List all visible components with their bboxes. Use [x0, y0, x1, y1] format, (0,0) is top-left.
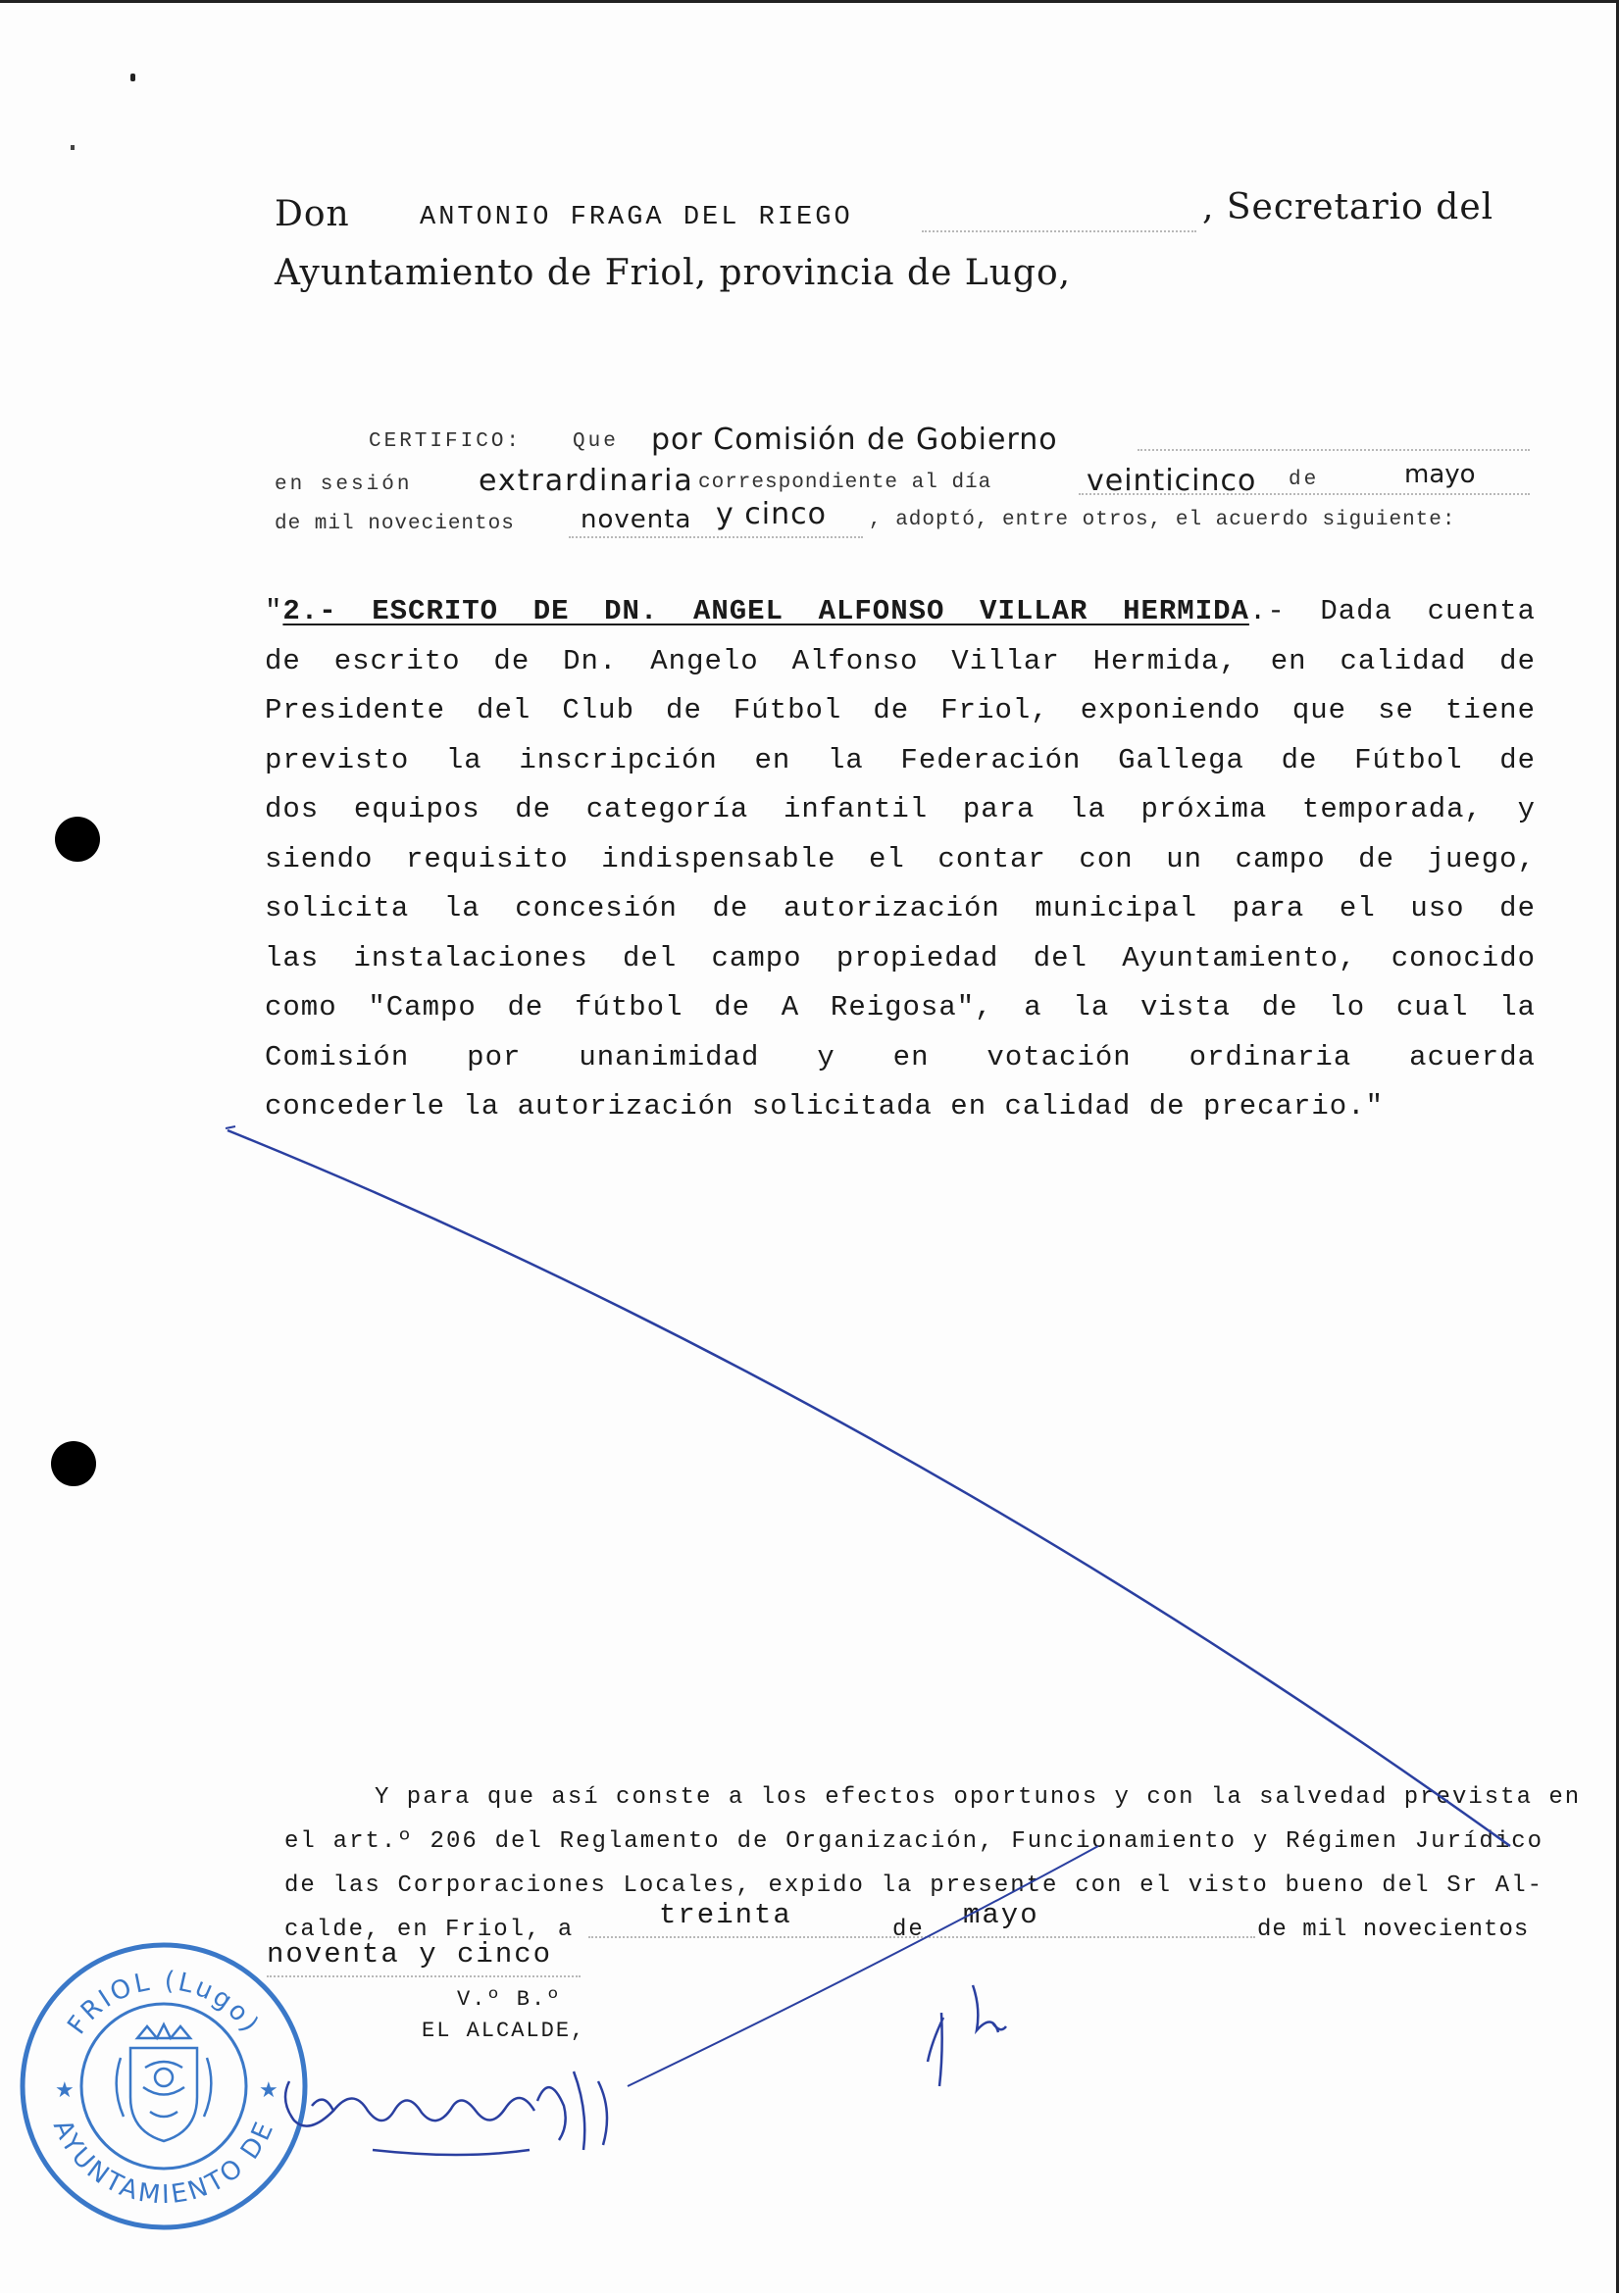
- visto-bueno: V.º B.º: [457, 1987, 562, 2012]
- opening-quote: ": [265, 595, 283, 627]
- agreement-line: solicita la concesión de autorización municipal para el uso de: [265, 892, 1536, 924]
- session-day: veinticinco: [1087, 464, 1257, 498]
- diagonal-strike-line: [228, 1130, 1510, 1846]
- agreement-line: previsto la inscripción en la Federación Gallega de Fútbol de: [265, 743, 1536, 776]
- de-label: de: [1289, 469, 1320, 491]
- header-line-2: Ayuntamiento de Friol, provincia de Lugo,: [275, 253, 1072, 293]
- stamp-star-icon: ★: [259, 2078, 278, 2103]
- stamp-star-icon: ★: [55, 2078, 75, 2103]
- year-part-1: noventa: [581, 505, 692, 534]
- stamp-top-text: FRIOL (Lugo): [62, 1966, 266, 2040]
- closing-de-mil: de mil novecientos: [1257, 1917, 1530, 1943]
- secretary-signature: [928, 1985, 1006, 2086]
- session-type: extrardinaria: [479, 464, 694, 498]
- session-month: mayo: [1404, 460, 1476, 489]
- closing-year: noventa y cinco: [267, 1938, 553, 1971]
- organ-name: por Comisión de Gobierno: [651, 423, 1058, 457]
- agreement-heading: 2.- ESCRITO DE DN. ANGEL ALFONSO VILLAR HERMIDA: [282, 595, 1249, 627]
- role-suffix: , Secretario del: [1202, 187, 1494, 227]
- closing-line: de las Corporaciones Locales, expido la presente con el visto bueno del Sr Al-: [284, 1872, 1543, 1899]
- el-alcalde: EL ALCALDE,: [422, 2019, 586, 2043]
- closing-line: el art.º 206 del Reglamento de Organización, Funcionamiento y Régimen Jurídico: [284, 1828, 1543, 1855]
- agreement-line: las instalaciones del campo propiedad del Ayuntamiento, conocido: [265, 941, 1536, 974]
- pen-annotations: [0, 3, 1619, 2296]
- correspondiente-label: correspondiente al día: [698, 472, 992, 494]
- secretary-name: ANTONIO FRAGA DEL RIEGO: [420, 203, 853, 232]
- agreement-line: dos equipos de categoría infantil para la próxima temporada, y: [265, 793, 1536, 825]
- agreement-line: Presidente del Club de Fútbol de Friol, exponiendo que se tiene: [265, 694, 1536, 726]
- year-part-2: y cinco: [716, 497, 827, 531]
- certifico-label: CERTIFICO:: [369, 430, 523, 453]
- agreement-line: Comisión por unanimidad y en votación ordinaria acuerda: [265, 1040, 1536, 1073]
- calde-prefix: calde, en Friol, a: [284, 1917, 575, 1943]
- closing-month: mayo: [963, 1899, 1039, 1931]
- mayor-signature: [285, 2071, 607, 2155]
- closing-line: Y para que así conste a los efectos oportunos y con la salvedad prevista en: [375, 1784, 1582, 1811]
- small-pen-mark: [226, 1126, 235, 1128]
- stamp-bottom-text: AYUNTAMIENTO DE: [46, 2115, 281, 2211]
- closing-de: de: [892, 1917, 925, 1943]
- agreement-heading-suffix: .- Dada cuenta: [1248, 595, 1537, 627]
- en-sesion-label: en sesión: [275, 474, 413, 496]
- de-mil-label: de mil novecientos: [275, 513, 515, 535]
- diagonal-strike-tail: [628, 1846, 1098, 2086]
- adopto-text: , adoptó, entre otros, el acuerdo siguiente:: [869, 509, 1456, 531]
- que-label: Que: [573, 430, 619, 453]
- agreement-line: de escrito de Dn. Angelo Alfonso Villar Hermida, en calidad de: [265, 644, 1536, 677]
- agreement-line: siendo requisito indispensable el contar con un campo de juego,: [265, 842, 1536, 875]
- agreement-line: concederle la autorización solicitada en calidad de precario.": [265, 1090, 1384, 1123]
- don-label: Don: [275, 194, 350, 234]
- closing-day: treinta: [659, 1899, 792, 1931]
- agreement-line: como "Campo de fútbol de A Reigosa", a la vista de lo cual la: [265, 991, 1536, 1023]
